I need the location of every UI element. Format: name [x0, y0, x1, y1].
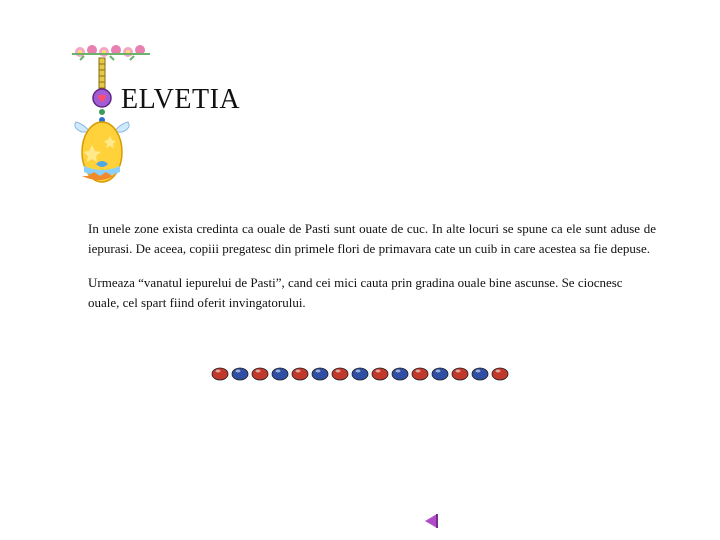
border-egg-shine	[216, 370, 221, 373]
border-egg-shine	[296, 370, 301, 373]
border-egg-shine	[256, 370, 261, 373]
border-egg-icon	[432, 368, 448, 380]
flower-garland	[72, 45, 150, 60]
border-egg-shine	[276, 370, 281, 373]
border-egg-icon	[252, 368, 268, 380]
egg-border	[210, 364, 510, 384]
border-egg-icon	[292, 368, 308, 380]
border-egg-icon	[272, 368, 288, 380]
border-egg-icon	[332, 368, 348, 380]
heart-bead-icon	[93, 89, 111, 123]
border-egg-shine	[436, 370, 441, 373]
slide-title: ELVETIA	[121, 84, 241, 115]
back-button[interactable]	[421, 511, 441, 531]
easter-egg-icon	[75, 122, 129, 182]
triangle-left-icon	[421, 511, 441, 531]
border-egg-icon	[212, 368, 228, 380]
border-egg-shine	[416, 370, 421, 373]
border-egg-shine	[376, 370, 381, 373]
border-egg-shine	[456, 370, 461, 373]
border-egg-icon	[472, 368, 488, 380]
bead-chain	[99, 58, 105, 92]
paragraph-easter-hunt: Urmeaza “vanatul iepurelui de Pasti”, cand cei mici cauta prin gradina ouale bine ascunse. Se ciocnesc ouale, cel spart fiind oferit invingatorului.	[88, 275, 623, 310]
border-egg-shine	[356, 370, 361, 373]
body-text	[88, 219, 656, 313]
border-egg-icon	[232, 368, 248, 380]
border-egg-icon	[492, 368, 508, 380]
border-egg-icon	[312, 368, 328, 380]
border-egg-icon	[412, 368, 428, 380]
border-egg-shine	[476, 370, 481, 373]
border-egg-icon	[452, 368, 468, 380]
border-egg-icon	[372, 368, 388, 380]
paragraph-cuckoo-belief: In unele zone exista credinta ca ouale de Pasti sunt ouate de cuc. In alte locuri se spune ca ele sunt aduse de iepurasi. De aceea, copiii pregatesc din primele flori de primavara cate un cuib in care acestea sa fie depuse.	[88, 221, 656, 256]
border-egg-icon	[352, 368, 368, 380]
border-egg-shine	[236, 370, 241, 373]
border-egg-shine	[336, 370, 341, 373]
border-egg-shine	[496, 370, 501, 373]
border-egg-shine	[396, 370, 401, 373]
border-egg-icon	[392, 368, 408, 380]
border-egg-shine	[316, 370, 321, 373]
